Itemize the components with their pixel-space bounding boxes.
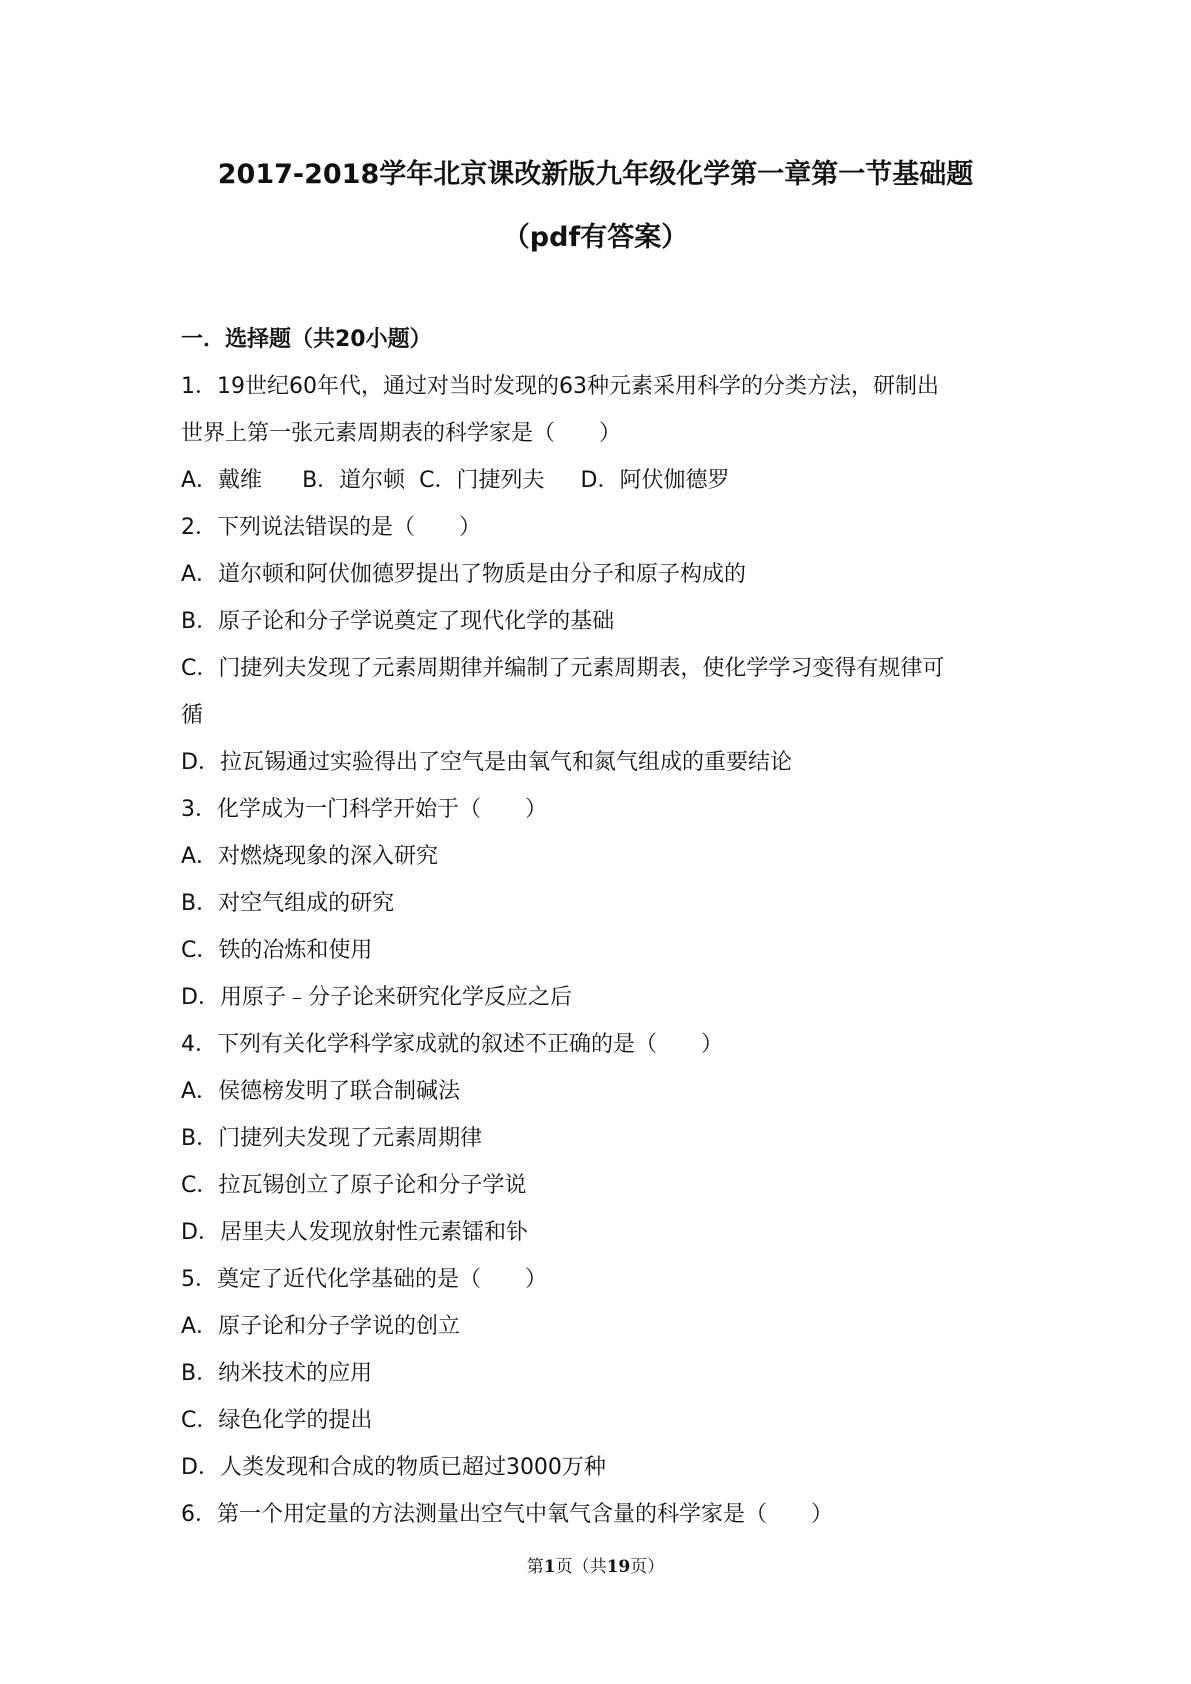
question-stem: 3．化学成为一门科学开始于（ ）	[181, 797, 547, 822]
document-body	[181, 316, 1021, 1538]
question-stem: 世界上第一张元素周期表的科学家是（ ）	[181, 421, 622, 446]
section-heading: 一．选择题（共20小题）	[181, 327, 432, 352]
option-b: B．对空气组成的研究	[181, 891, 395, 916]
option-c: C．拉瓦锡创立了原子论和分子学说	[181, 1173, 527, 1198]
question-stem: 5．奠定了近代化学基础的是（ ）	[181, 1267, 547, 1292]
option-d: D．居里夫人发现放射性元素镭和钋	[181, 1220, 528, 1245]
option-b: B．门捷列夫发现了元素周期律	[181, 1126, 483, 1151]
page-footer	[0, 1552, 1191, 1577]
footer-prefix: 第	[526, 1557, 544, 1577]
question-stem: 6．第一个用定量的方法测量出空气中氧气含量的科学家是（ ）	[181, 1502, 833, 1527]
option-b: B．原子论和分子学说奠定了现代化学的基础	[181, 609, 615, 634]
option-c-continued: 循	[181, 703, 204, 728]
document-title: 2017-2018学年北京课改新版九年级化学第一章第一节基础题	[217, 159, 974, 190]
option-d: D．阿伏伽德罗	[580, 468, 730, 493]
footer-page-number: 1	[543, 1557, 556, 1577]
question-4	[181, 1021, 1021, 1256]
document-subtitle: （pdf有答案）	[502, 222, 689, 253]
option-c: C．铁的冶炼和使用	[181, 938, 373, 963]
question-stem: 2．下列说法错误的是（ ）	[181, 515, 481, 540]
option-a: A．对燃烧现象的深入研究	[181, 844, 439, 869]
footer-middle: 页（共	[555, 1557, 607, 1577]
footer-suffix: 页）	[630, 1557, 665, 1577]
option-c: C．门捷列夫发现了元素周期律并编制了元素周期表，使化学学习变得有规律可	[181, 656, 945, 681]
option-b: B．道尔顿	[302, 468, 406, 493]
question-stem: 4．下列有关化学科学家成就的叙述不正确的是（ ）	[181, 1032, 723, 1057]
option-a: A．侯德榜发明了联合制碱法	[181, 1079, 461, 1104]
footer-total-pages: 19	[606, 1557, 631, 1577]
question-2	[181, 504, 1021, 786]
option-d: D．用原子﹣分子论来研究化学反应之后	[181, 985, 572, 1010]
question-stem: 1．19世纪60年代，通过对当时发现的63种元素采用科学的分类方法，研制出	[181, 374, 939, 399]
option-c: C．门捷列夫	[419, 468, 545, 493]
option-a: A．道尔顿和阿伏伽德罗提出了物质是由分子和原子构成的	[181, 562, 747, 587]
question-options	[181, 457, 1021, 504]
option-c: C．绿色化学的提出	[181, 1408, 373, 1433]
question-1	[181, 363, 1021, 504]
question-3	[181, 786, 1021, 1021]
option-d: D．拉瓦锡通过实验得出了空气是由氧气和氮气组成的重要结论	[181, 750, 792, 775]
option-a: A．戴维	[181, 468, 263, 493]
option-d: D．人类发现和合成的物质已超过3000万种	[181, 1455, 606, 1480]
option-a: A．原子论和分子学说的创立	[181, 1314, 461, 1339]
question-5	[181, 1256, 1021, 1491]
option-b: B．纳米技术的应用	[181, 1361, 373, 1386]
question-6	[181, 1491, 1021, 1538]
